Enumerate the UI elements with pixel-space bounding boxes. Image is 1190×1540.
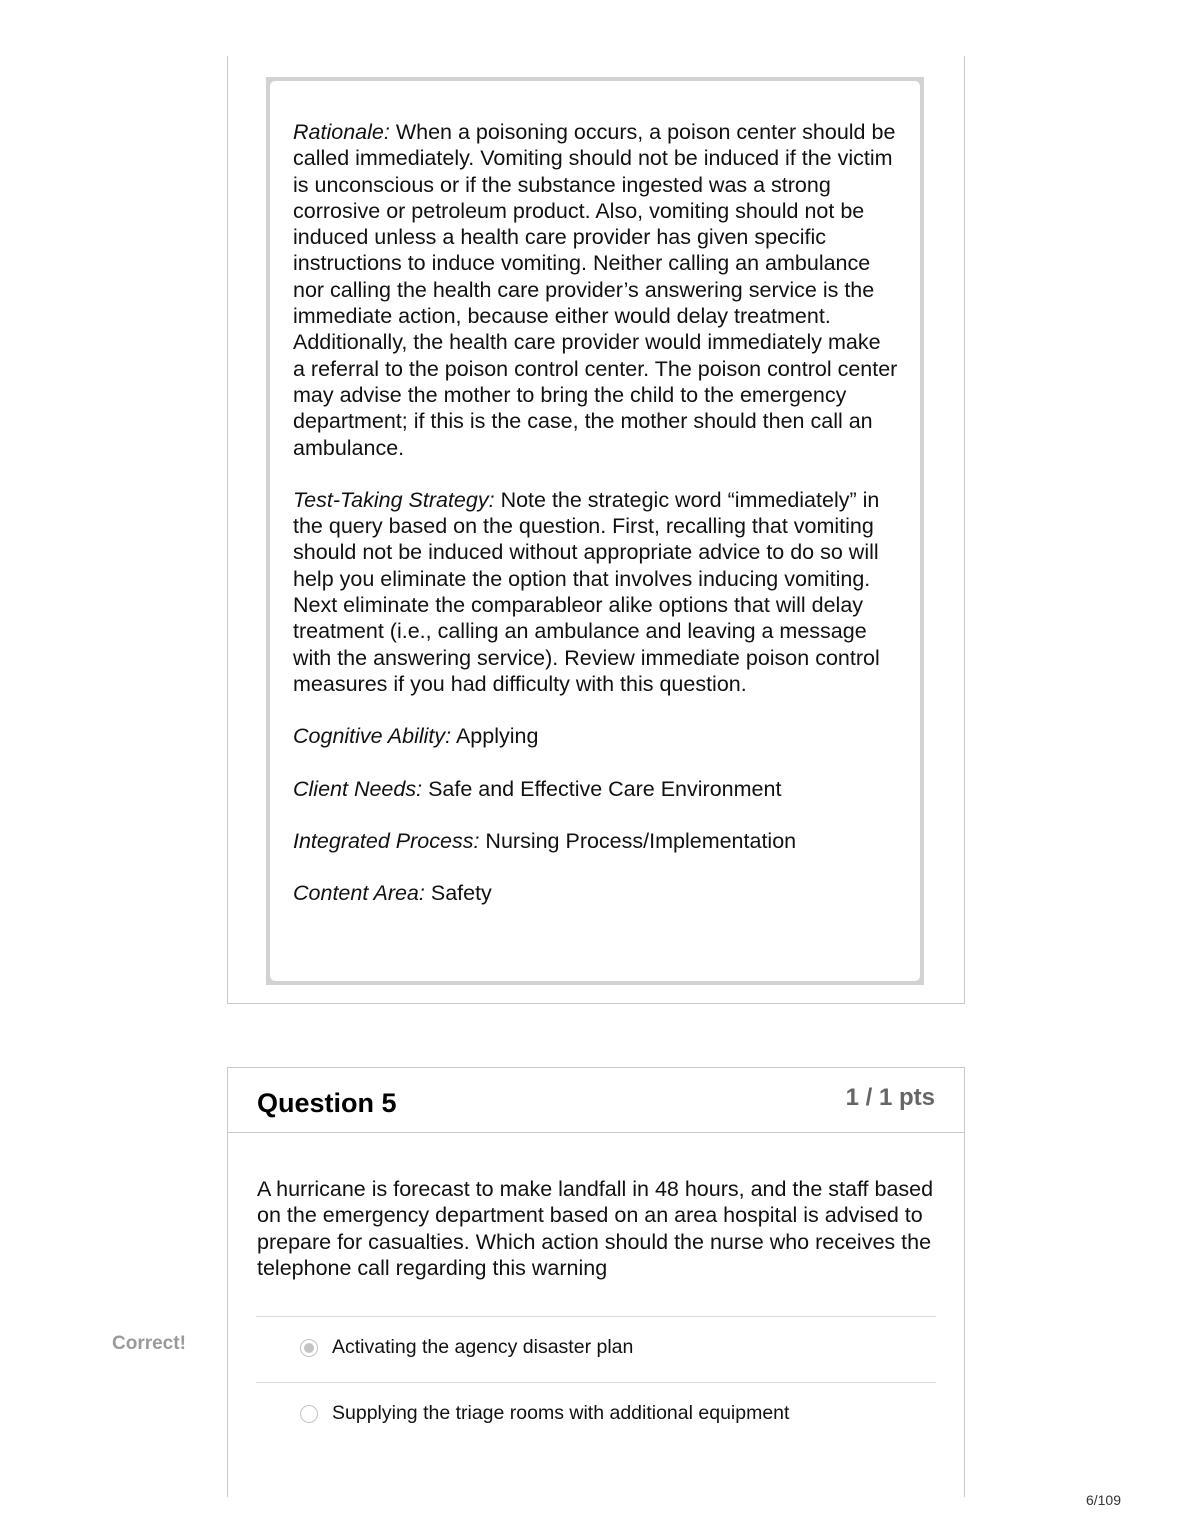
rationale-label: Rationale:	[293, 120, 390, 144]
question-points: 1 / 1 pts	[845, 1084, 935, 1111]
rationale-text: When a poisoning occurs, a poison center should be called immediately. Vomiting should not be induced if the victim is unconscious or if the substance ingested was a strong corrosive or petroleum product. Also, vomiting should not be induced unless a health care provider has given specific instructions to induce vomiting. Neither calling an ambulance nor calling the health care provider’s answering service is the immediate action, because either would delay treatment. Additionally, the health care provider would immediately make a referral to the poison control center. The poison control center may advise the mother to bring the child to the emergency department; if this is the case, the mother should then call an ambulance.	[293, 120, 898, 460]
strategy-paragraph	[293, 487, 898, 697]
content-area-label: Content Area:	[293, 881, 425, 906]
client-needs-paragraph	[293, 776, 898, 802]
answer-option-2[interactable]	[256, 1382, 936, 1448]
answer-label: Supplying the triage rooms with additional equipment	[332, 1402, 790, 1424]
question-title: Question 5	[257, 1088, 397, 1118]
correct-answer-flag: Correct!	[112, 1333, 186, 1354]
question-header	[228, 1068, 964, 1133]
answer-option-1[interactable]	[256, 1316, 936, 1382]
rationale-paragraph	[293, 119, 898, 461]
radio-unselected-icon[interactable]	[300, 1405, 318, 1423]
cognitive-paragraph	[293, 723, 898, 749]
client-needs-value: Safe and Effective Care Environment	[428, 776, 782, 801]
strategy-text: Note the strategic word “immediately” in the query based on the question. First, recalling that vomiting should not be induced without appropriate advice to do so will help you eliminate the option that involves inducing vomiting. Next eliminate the comparableor alike options that will delay treatment (i.e., calling an ambulance and leaving a message with the answering service). Review immediate poison control measures if you had difficulty with this question.	[293, 487, 880, 696]
question-5-panel	[227, 1067, 965, 1497]
answer-label: Activating the agency disaster plan	[332, 1336, 634, 1358]
client-needs-label: Client Needs:	[293, 776, 423, 801]
content-area-paragraph	[293, 880, 898, 906]
radio-selected-icon[interactable]	[300, 1339, 318, 1357]
page-number: 6/109	[1085, 1492, 1121, 1508]
strategy-label: Test-Taking Strategy:	[293, 487, 495, 512]
cognitive-value: Applying	[455, 724, 539, 749]
integrated-process-value: Nursing Process/Implementation	[485, 828, 797, 853]
cognitive-label: Cognitive Ability:	[293, 724, 452, 749]
rationale-content	[270, 81, 920, 981]
question-text: A hurricane is forecast to make landfall in 48 hours, and the staff based on the emergency department based on an area hospital is advised to prepare for casualties. Which action should the nurse who receives the telephone call regarding this warning	[257, 1177, 934, 1280]
integrated-process-paragraph	[293, 828, 898, 854]
content-area-value: Safety	[430, 881, 492, 906]
rationale-box	[266, 77, 924, 985]
integrated-process-label: Integrated Process:	[293, 828, 480, 853]
